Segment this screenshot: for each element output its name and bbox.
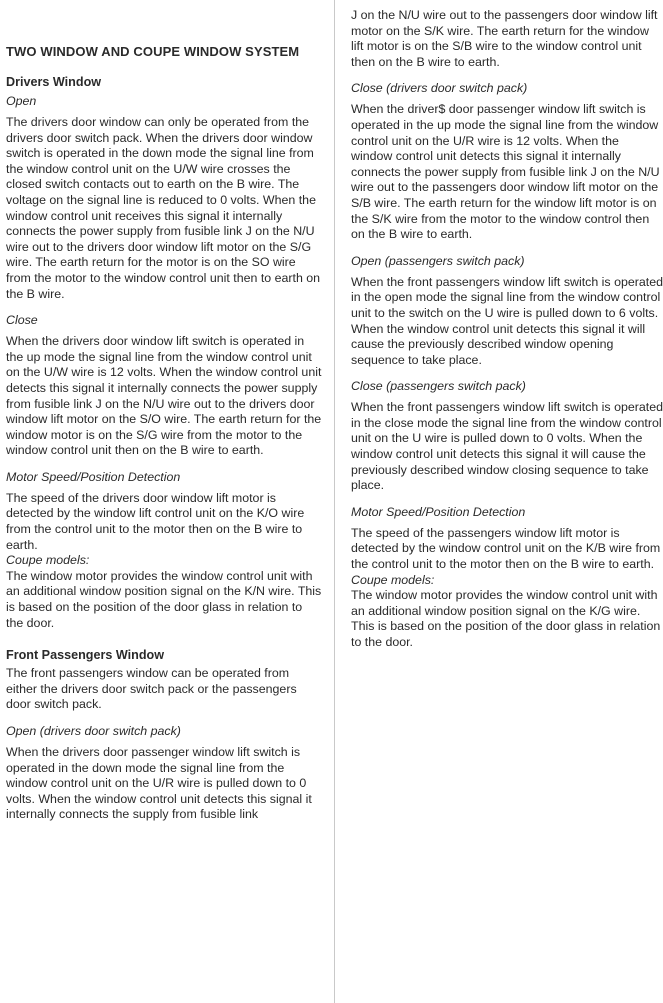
coupe-models-paragraph: The window motor provides the window control unit with an additional window position signal on the K/N wire. This is based on the position of the door glass in relation to the door. — [6, 568, 322, 630]
open-passengers-switch-paragraph: When the front passengers window lift switch is operated in the open mode the signal line from the window control unit to the switch on the U wire is pulled down to 6 volts. When the window control unit detects this signal it will cause the previously described window opening sequence to take place. — [351, 274, 663, 367]
passenger-motor-detection-paragraph: The speed of the passengers window lift motor is detected by the window control unit on the K/B wire from the control unit to the motor then on the B wire to earth. — [351, 525, 661, 572]
close-drivers-switch-heading: Close (drivers door switch pack) — [351, 81, 528, 96]
close-drivers-switch-paragraph: When the driver$ door passenger window lift switch is operated in the up mode the signal line from the window control unit on the U/R wire is 12 volts. When the window control unit detects this signal it internally connects the power supply from fusible link J on the N/U wire out to the passengers door window lift motor on the S/B wire. The earth return for the window lift motor is on the S/K wire from the motor to the window control then on the B wire to earth. — [351, 102, 660, 242]
close-passengers-switch-paragraph: When the front passengers window lift switch is operated in the close mode the signal line from the window control unit on the U wire is pulled down to 0 volts. When the window control unit detects this signal it will cause the previously described window closing sequence to take place. — [351, 400, 663, 493]
open-passengers-switch-heading: Open (passengers switch pack) — [351, 253, 525, 268]
continued-paragraph: J on the N/U wire out to the passengers door window lift motor on the S/K wire. The earth return for the window lift motor is on the S/B wire to the window control unit then on the B wire to earth. — [351, 8, 658, 69]
motor-detection-paragraph: The speed of the drivers door window lift motor is detected by the window lift control unit on the K/O wire from the control unit to the motor then on the B wire to earth. — [6, 490, 305, 552]
close-heading: Close — [6, 313, 38, 328]
drivers-window-heading: Drivers Window — [6, 75, 102, 89]
coupe-models-label: Coupe models: — [6, 553, 90, 568]
section-title: TWO WINDOW AND COUPE WINDOW SYSTEM — [6, 44, 300, 59]
close-passengers-switch-heading: Close (passengers switch pack) — [351, 379, 526, 394]
open-drivers-switch-paragraph: When the drivers door passenger window lift switch is operated in the down mode the signal line from the window control unit on the U/R wire is pulled down to 0 volts. When the window control unit detects this signal it internally connects the supply from fusible link — [6, 745, 312, 822]
passenger-coupe-models-label: Coupe models: — [351, 572, 435, 587]
open-heading: Open — [6, 94, 37, 108]
front-passengers-paragraph: The front passengers window can be operated from either the drivers door switch pack or the passengers door switch pack. — [6, 666, 297, 712]
passenger-motor-detection-heading: Motor Speed/Position Detection — [351, 504, 526, 519]
passenger-coupe-models-paragraph: The window motor provides the window control unit with an additional window position signal on the K/G wire. This is based on the position of the door glass in relation to the door. — [351, 588, 661, 649]
open-drivers-switch-heading: Open (drivers door switch pack) — [6, 724, 181, 738]
column-divider — [334, 0, 335, 1003]
close-paragraph: When the drivers door window lift switch is operated in the up mode the signal line from the window control unit on the U/W wire is 12 volts. When the window control unit detects this signal it internally connects the power supply from fusible link J on the N/U wire out to the drivers door window lift motor on the S/O wire. The earth return for the window motor is on the S/G wire from the motor to the window control unit then on the B wire to earth. — [6, 334, 322, 458]
motor-detection-heading: Motor Speed/Position Detection — [6, 469, 181, 484]
open-paragraph: The drivers door window can only be operated from the drivers door switch pack. When the drivers door window switch is operated in the down mode the signal line from the window control unit on the U/W wire crosses the closed switch contacts out to earth on the B wire. The voltage on the signal line is reduced to 0 volts. When the window control unit receives this signal it internally connects the power supply from fusible link J on the N/U wire out to the drivers door window lift motor on the S/G wire. The earth return for the motor is on the SO wire from the motor to the window control unit then to earth on the B wire. — [6, 115, 321, 301]
right-column — [351, 0, 663, 661]
left-column — [6, 0, 322, 833]
front-passengers-heading: Front Passengers Window — [6, 648, 165, 663]
